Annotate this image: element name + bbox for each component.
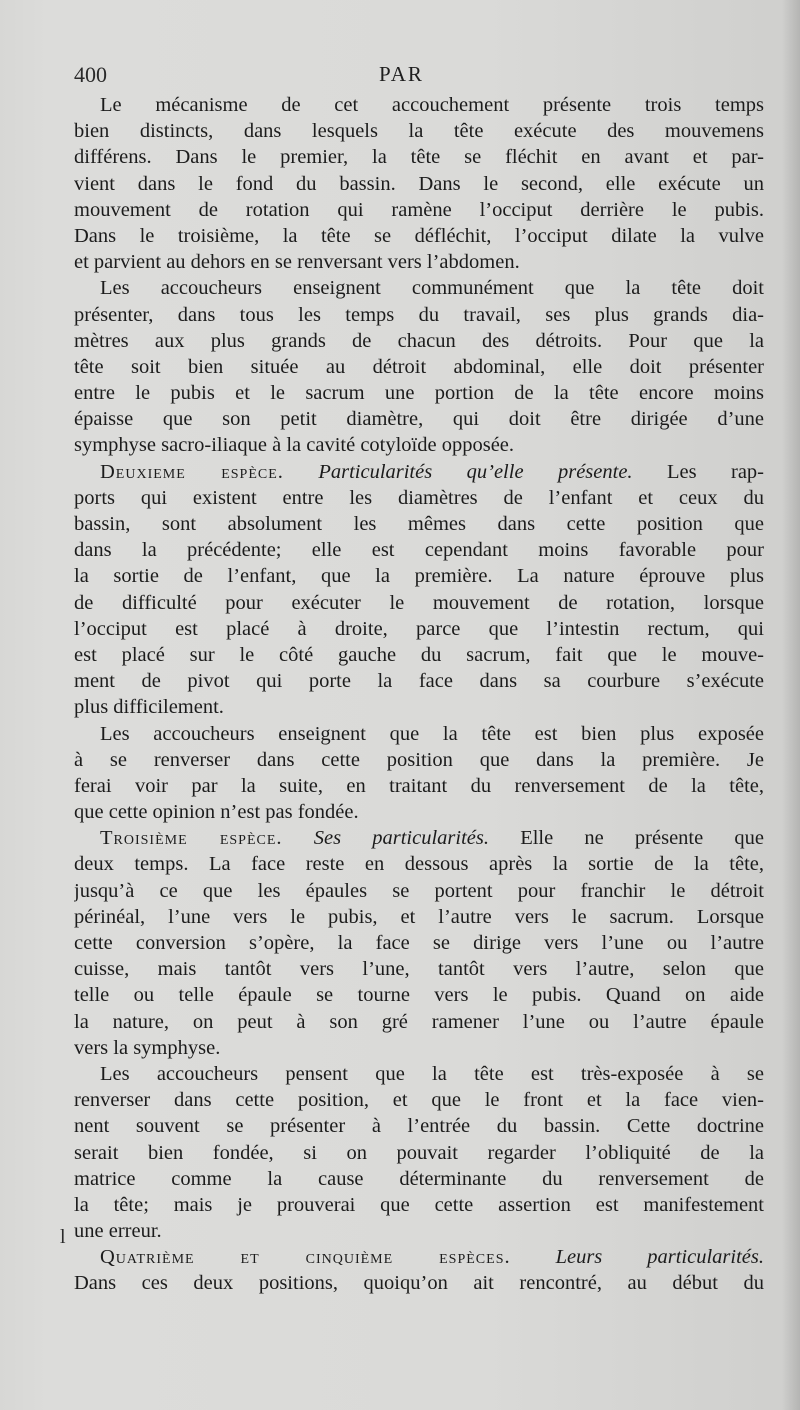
- section-heading: Quatrième et cinquième espèces.: [100, 1246, 511, 1269]
- section-heading: Troisième espèce.: [100, 827, 283, 850]
- text-line: [74, 459, 764, 485]
- text-line: [74, 249, 764, 275]
- line-text: Les accoucheurs enseignent que la tête est bien plus exposée: [100, 722, 764, 745]
- text-line: [74, 118, 764, 144]
- line-text: cuisse, mais tantôt vers l’une, tantôt vers l’autre, selon que: [74, 958, 764, 981]
- line-text: serait bien fondée, si on pouvait regarder l’obliquité de la: [74, 1141, 764, 1164]
- line-text: de difficulté pour exécuter le mouvement de rotation, lorsque: [74, 591, 764, 614]
- line-text: Les accoucheurs enseignent communément que la tête doit: [100, 277, 764, 300]
- text-line: [74, 616, 764, 642]
- line-text: bassin, sont absolument les mêmes dans cette position que: [74, 513, 764, 535]
- line-text: deux temps. La face reste en dessous après la sortie de la tête,: [74, 853, 764, 876]
- section-subtitle: Leurs particularités.: [555, 1246, 764, 1269]
- line-text: ment de pivot qui porte la face dans sa courbure s’exécute: [74, 670, 764, 693]
- section-subtitle: Particularités qu’elle présente.: [318, 460, 633, 483]
- text-line: [74, 302, 764, 328]
- line-text: présenter, dans tous les temps du travail, ses plus grands dia-: [74, 303, 764, 326]
- line-text: renverser dans cette position, et que le front et la face vien-: [74, 1089, 764, 1112]
- text-line: [74, 92, 764, 118]
- text-line: [74, 773, 764, 799]
- line-text: une erreur.: [74, 1220, 162, 1243]
- line-text: vers la symphyse.: [74, 1036, 221, 1059]
- text-line: [74, 144, 764, 170]
- text-line: [74, 354, 764, 380]
- line-text: épaisse que son petit diamètre, qui doit être dirigée d’une: [74, 408, 764, 431]
- line-text: ferai voir par la suite, en traitant du renversement de la tête,: [74, 774, 764, 797]
- text-line: [74, 406, 764, 432]
- text-line: [74, 1140, 764, 1166]
- line-text: tête soit bien située au détroit abdominal, elle doit présenter: [74, 355, 764, 378]
- text-line: [74, 904, 764, 930]
- line-text: que cette opinion n’est pas fondée.: [74, 801, 359, 824]
- section-heading: Deuxieme espèce.: [100, 460, 284, 483]
- text-line: [74, 1218, 764, 1244]
- text-block: [74, 58, 764, 1297]
- text-line: [74, 563, 764, 589]
- line-text: nent souvent se présenter à l’entrée du bassin. Cette doctrine: [74, 1115, 764, 1138]
- text-line: [74, 380, 764, 406]
- line-text: Les rap-: [666, 460, 764, 483]
- text-line: [74, 851, 764, 877]
- section-subtitle: Ses particularités.: [313, 827, 489, 850]
- text-line: [74, 275, 764, 301]
- text-line: [74, 1061, 764, 1087]
- line-text: périnéal, l’une vers le pubis, et l’autre vers le sacrum. Lorsque: [74, 905, 764, 928]
- line-text: matrice comme la cause déterminante du renversement de: [74, 1167, 764, 1190]
- line-text: dans la précédente; elle est cependant moins favorable pour: [74, 539, 764, 562]
- text-line: [74, 485, 764, 511]
- text-line: [74, 537, 764, 563]
- line-text: bien distincts, dans lesquels la tête exécute des mouvemens: [74, 120, 764, 143]
- line-text: plus difficilement.: [74, 696, 224, 719]
- text-line: [74, 171, 764, 197]
- text-line: [74, 825, 764, 851]
- text-line: [74, 1192, 764, 1218]
- line-text: est placé sur le côté gauche du sacrum, fait que le mouve-: [74, 643, 764, 666]
- line-text: la sortie de l’enfant, que la première. La nature éprouve plus: [74, 565, 764, 588]
- text-line: [74, 747, 764, 773]
- text-line: [74, 197, 764, 223]
- line-text: mètres aux plus grands de chacun des détroits. Pour que la: [74, 329, 764, 352]
- page-gutter-shadow: [782, 0, 800, 1410]
- text-line: [74, 694, 764, 720]
- text-line: [74, 1166, 764, 1192]
- page-number: 400: [74, 62, 107, 87]
- text-line: [74, 956, 764, 982]
- text-line: [74, 878, 764, 904]
- text-line: [74, 1244, 764, 1270]
- line-text: ports qui existent entre les diamètres de l’enfant et ceux du: [74, 486, 764, 509]
- line-text: la nature, on peut à son gré ramener l’une ou l’autre épaule: [74, 1010, 764, 1033]
- text-line: [74, 590, 764, 616]
- text-line: [74, 511, 764, 537]
- line-text: entre le pubis et le sacrum une portion de la tête encore moins: [74, 382, 764, 405]
- line-text: Les accoucheurs pensent que la tête est très-exposée à se: [100, 1062, 764, 1085]
- text-line: [74, 642, 764, 668]
- line-text: l’occiput est placé à droite, parce que l’intestin rectum, qui: [74, 617, 764, 640]
- text-line: [74, 668, 764, 694]
- text-line: [74, 1087, 764, 1113]
- line-text: Dans le troisième, la tête se défléchit, l’occiput dilate la vulve: [74, 224, 764, 247]
- text-line: [74, 799, 764, 825]
- page-header: [74, 58, 764, 92]
- line-text: telle ou telle épaule se tourne vers le pubis. Quand on aide: [74, 984, 764, 1007]
- text-line: [74, 223, 764, 249]
- line-text: cette conversion s’opère, la face se dirige vers l’une ou l’autre: [74, 932, 764, 954]
- line-text: mouvement de rotation qui ramène l’occiput derrière le pubis.: [74, 198, 764, 221]
- text-line: [74, 1035, 764, 1061]
- text-line: [74, 930, 764, 956]
- text-line: [74, 1270, 764, 1296]
- text-line: [74, 432, 764, 458]
- line-text: la tête; mais je prouverai que cette assertion est manifestement: [74, 1193, 764, 1216]
- line-text: à se renverser dans cette position que dans la première. Je: [74, 748, 764, 771]
- line-text: Dans ces deux positions, quoiqu’on ait rencontré, au début du: [74, 1272, 764, 1295]
- text-line: [74, 982, 764, 1008]
- line-text: Le mécanisme de cet accouchement présente trois temps: [100, 94, 764, 116]
- line-text: symphyse sacro-iliaque à la cavité cotyloïde opposée.: [74, 434, 515, 457]
- line-text: jusqu’à ce que les épaules se portent pour franchir le détroit: [74, 879, 764, 902]
- text-line: [74, 721, 764, 747]
- line-text: et parvient au dehors en se renversant vers l’abdomen.: [74, 251, 520, 274]
- text-line: [74, 328, 764, 354]
- text-line: [74, 1009, 764, 1035]
- line-text: vient dans le fond du bassin. Dans le second, elle exécute un: [74, 172, 764, 195]
- line-text: Elle ne présente que: [520, 827, 764, 850]
- running-head: PAR: [379, 62, 424, 86]
- body-text: [74, 92, 764, 1297]
- text-line: [74, 1113, 764, 1139]
- margin-mark: l: [60, 1226, 66, 1248]
- line-text: différens. Dans le premier, la tête se fléchit en avant et par-: [74, 146, 764, 169]
